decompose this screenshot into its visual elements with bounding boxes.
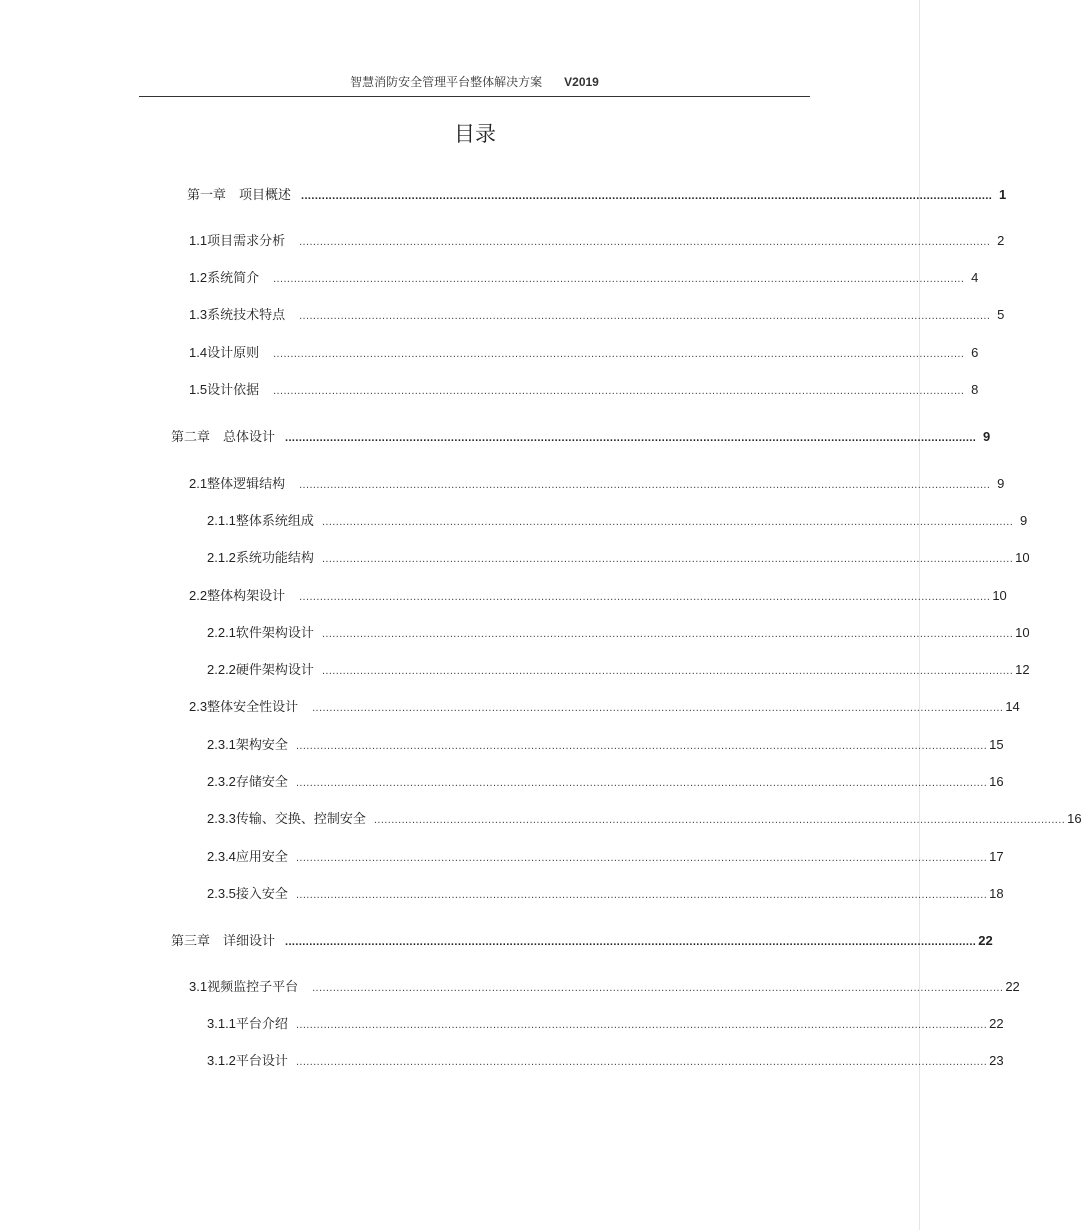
dot-leader: ........................................................................................................................................................................................................ — [273, 273, 965, 285]
toc-entry-label: 整体逻辑结构 — [207, 477, 286, 492]
toc-entry-number: 1.2 — [189, 270, 208, 285]
dot-leader: ........................................................................................................................................................................................................ — [285, 936, 977, 948]
toc-entry[interactable] — [207, 1014, 1004, 1034]
dot-leader: ........................................................................................................................................................................................................ — [312, 982, 1004, 994]
toc-entry[interactable] — [207, 847, 1004, 867]
page-edge — [919, 0, 920, 1230]
toc-entry-number: 2.3 — [189, 699, 208, 714]
toc-entry-number: 3.1.1 — [207, 1016, 236, 1031]
toc-entry-number: 2.2 — [189, 588, 208, 603]
dot-leader: ........................................................................................................................................................................................................ — [295, 889, 988, 901]
toc-entry-page-number: 16 — [989, 774, 1004, 789]
toc-entry-label: 第三章 详细设计 — [171, 934, 276, 949]
header-rule — [139, 96, 810, 97]
dot-leader: ........................................................................................................................................................................................................ — [321, 516, 1014, 528]
dot-leader: ........................................................................................................................................................................................................ — [273, 385, 965, 397]
toc-entry[interactable] — [189, 268, 979, 288]
header-version: V2019 — [564, 75, 599, 89]
toc-entry[interactable] — [189, 343, 979, 363]
toc-entry-page-number: 15 — [989, 737, 1004, 752]
toc-entry-page-number: 9 — [997, 476, 1005, 491]
dot-leader: ........................................................................................................................................................................................................ — [299, 310, 991, 322]
toc-entry[interactable] — [189, 977, 1020, 997]
dot-leader: ........................................................................................................................................................................................................ — [285, 432, 977, 444]
dot-leader: ........................................................................................................................................................................................................ — [295, 777, 988, 789]
toc-entry-page-number: 22 — [1005, 979, 1020, 994]
toc-entry[interactable] — [207, 809, 1082, 829]
toc-entry-page-number: 1 — [999, 187, 1007, 202]
toc-chapter-entry[interactable] — [171, 931, 993, 951]
toc-entry-label: 平台设计 — [235, 1054, 288, 1069]
dot-leader: ........................................................................................................................................................................................................ — [312, 702, 1004, 714]
toc-entry-page-number: 22 — [989, 1016, 1004, 1031]
toc-entry-label: 架构安全 — [235, 738, 288, 753]
toc-entry[interactable] — [189, 380, 979, 400]
toc-entry-label: 系统简介 — [207, 271, 260, 286]
header-title: 智慧消防安全管理平台整体解决方案 — [350, 75, 543, 89]
toc-entry-number: 2.3.3 — [207, 811, 236, 826]
toc-entry-number: 2.3.2 — [207, 774, 236, 789]
toc-entry-label: 整体系统组成 — [235, 514, 314, 529]
toc-entry-page-number: 22 — [978, 933, 993, 948]
toc-entry-page-number: 9 — [1019, 513, 1028, 528]
toc-entry-number: 3.1.2 — [207, 1053, 236, 1068]
toc-entry-page-number: 16 — [1067, 811, 1082, 826]
toc-entry-number: 2.3.1 — [207, 737, 236, 752]
toc-entry-label: 设计原则 — [207, 346, 260, 361]
toc-entry-label: 应用安全 — [235, 850, 288, 865]
toc-entry-number: 2.3.5 — [207, 886, 236, 901]
toc-entry-page-number: 10 — [1015, 550, 1030, 565]
toc-entry-label: 平台介绍 — [235, 1017, 288, 1032]
toc-entry-page-number: 14 — [1005, 699, 1020, 714]
toc-entry-label: 第二章 总体设计 — [171, 430, 276, 445]
toc-entry-page-number: 10 — [992, 588, 1007, 603]
dot-leader: ........................................................................................................................................................................................................ — [373, 814, 1066, 826]
toc-entry[interactable] — [207, 623, 1030, 643]
toc-entry[interactable] — [207, 735, 1004, 755]
toc-entry[interactable] — [207, 1051, 1004, 1071]
toc-entry[interactable] — [189, 697, 1020, 717]
toc-entry-page-number: 18 — [989, 886, 1004, 901]
toc-entry[interactable] — [189, 474, 1005, 494]
dot-leader: ........................................................................................................................................................................................................ — [295, 740, 988, 752]
toc-entry-page-number: 10 — [1015, 625, 1030, 640]
toc-entry-label: 整体构架设计 — [207, 589, 286, 604]
toc-entry[interactable] — [207, 548, 1030, 568]
dot-leader: ........................................................................................................................................................................................................ — [299, 236, 991, 248]
dot-leader: ........................................................................................................................................................................................................ — [301, 190, 993, 202]
toc-entry[interactable] — [189, 231, 1005, 251]
toc-entry-number: 2.1 — [189, 476, 208, 491]
toc-entry[interactable] — [207, 772, 1004, 792]
toc-entry-page-number: 8 — [971, 382, 979, 397]
dot-leader: ........................................................................................................................................................................................................ — [299, 591, 991, 603]
toc-entry-label: 软件架构设计 — [235, 626, 314, 641]
toc-entry[interactable] — [189, 586, 1007, 606]
toc-entry-page-number: 9 — [983, 429, 991, 444]
toc-chapter-entry[interactable] — [171, 427, 991, 447]
toc-entry-label: 系统功能结构 — [235, 551, 314, 566]
toc-entry-number: 1.4 — [189, 345, 208, 360]
toc-entry-label: 系统技术特点 — [207, 308, 286, 323]
dot-leader: ........................................................................................................................................................................................................ — [295, 1019, 988, 1031]
toc-entry-number: 2.1.1 — [207, 513, 236, 528]
toc-entry-label: 第一章 项目概述 — [187, 188, 292, 203]
toc-entry-page-number: 4 — [971, 270, 979, 285]
toc-entry-page-number: 17 — [989, 849, 1004, 864]
toc-entry-page-number: 23 — [989, 1053, 1004, 1068]
toc-entry[interactable] — [189, 305, 1005, 325]
toc-entry-label: 项目需求分析 — [207, 234, 286, 249]
toc-entry[interactable] — [207, 511, 1028, 531]
toc-entry-label: 整体安全性设计 — [207, 700, 299, 715]
toc-entry-page-number: 6 — [971, 345, 979, 360]
toc-entry-number: 2.2.2 — [207, 662, 236, 677]
toc-entry-number: 3.1 — [189, 979, 208, 994]
toc-entry-label: 接入安全 — [235, 887, 288, 902]
toc-chapter-entry[interactable] — [187, 185, 1007, 205]
toc-entry[interactable] — [207, 884, 1004, 904]
dot-leader: ........................................................................................................................................................................................................ — [321, 628, 1014, 640]
toc-entry-number: 2.2.1 — [207, 625, 236, 640]
toc-entry-number: 1.1 — [189, 233, 208, 248]
toc-entry-number: 1.5 — [189, 382, 208, 397]
toc-entry-page-number: 5 — [997, 307, 1005, 322]
toc-entry-label: 硬件架构设计 — [235, 663, 314, 678]
dot-leader: ........................................................................................................................................................................................................ — [295, 852, 988, 864]
toc-entry-label: 视频监控子平台 — [207, 980, 299, 995]
dot-leader: ........................................................................................................................................................................................................ — [299, 479, 991, 491]
dot-leader: ........................................................................................................................................................................................................ — [273, 348, 965, 360]
toc-entry-number: 2.3.4 — [207, 849, 236, 864]
dot-leader: ........................................................................................................................................................................................................ — [321, 553, 1014, 565]
toc-entry-number: 1.3 — [189, 307, 208, 322]
toc-entry-number: 2.1.2 — [207, 550, 236, 565]
dot-leader: ........................................................................................................................................................................................................ — [321, 665, 1014, 677]
running-header — [139, 74, 810, 90]
toc-entry-label: 传输、交换、控制安全 — [235, 812, 366, 827]
toc-entry-label: 存储安全 — [235, 775, 288, 790]
dot-leader: ........................................................................................................................................................................................................ — [295, 1056, 988, 1068]
toc-entry-label: 设计依据 — [207, 383, 260, 398]
toc-entry[interactable] — [207, 660, 1030, 680]
toc-entry-page-number: 12 — [1015, 662, 1030, 677]
toc-title: 目录 — [454, 122, 496, 146]
toc-entry-page-number: 2 — [997, 233, 1005, 248]
